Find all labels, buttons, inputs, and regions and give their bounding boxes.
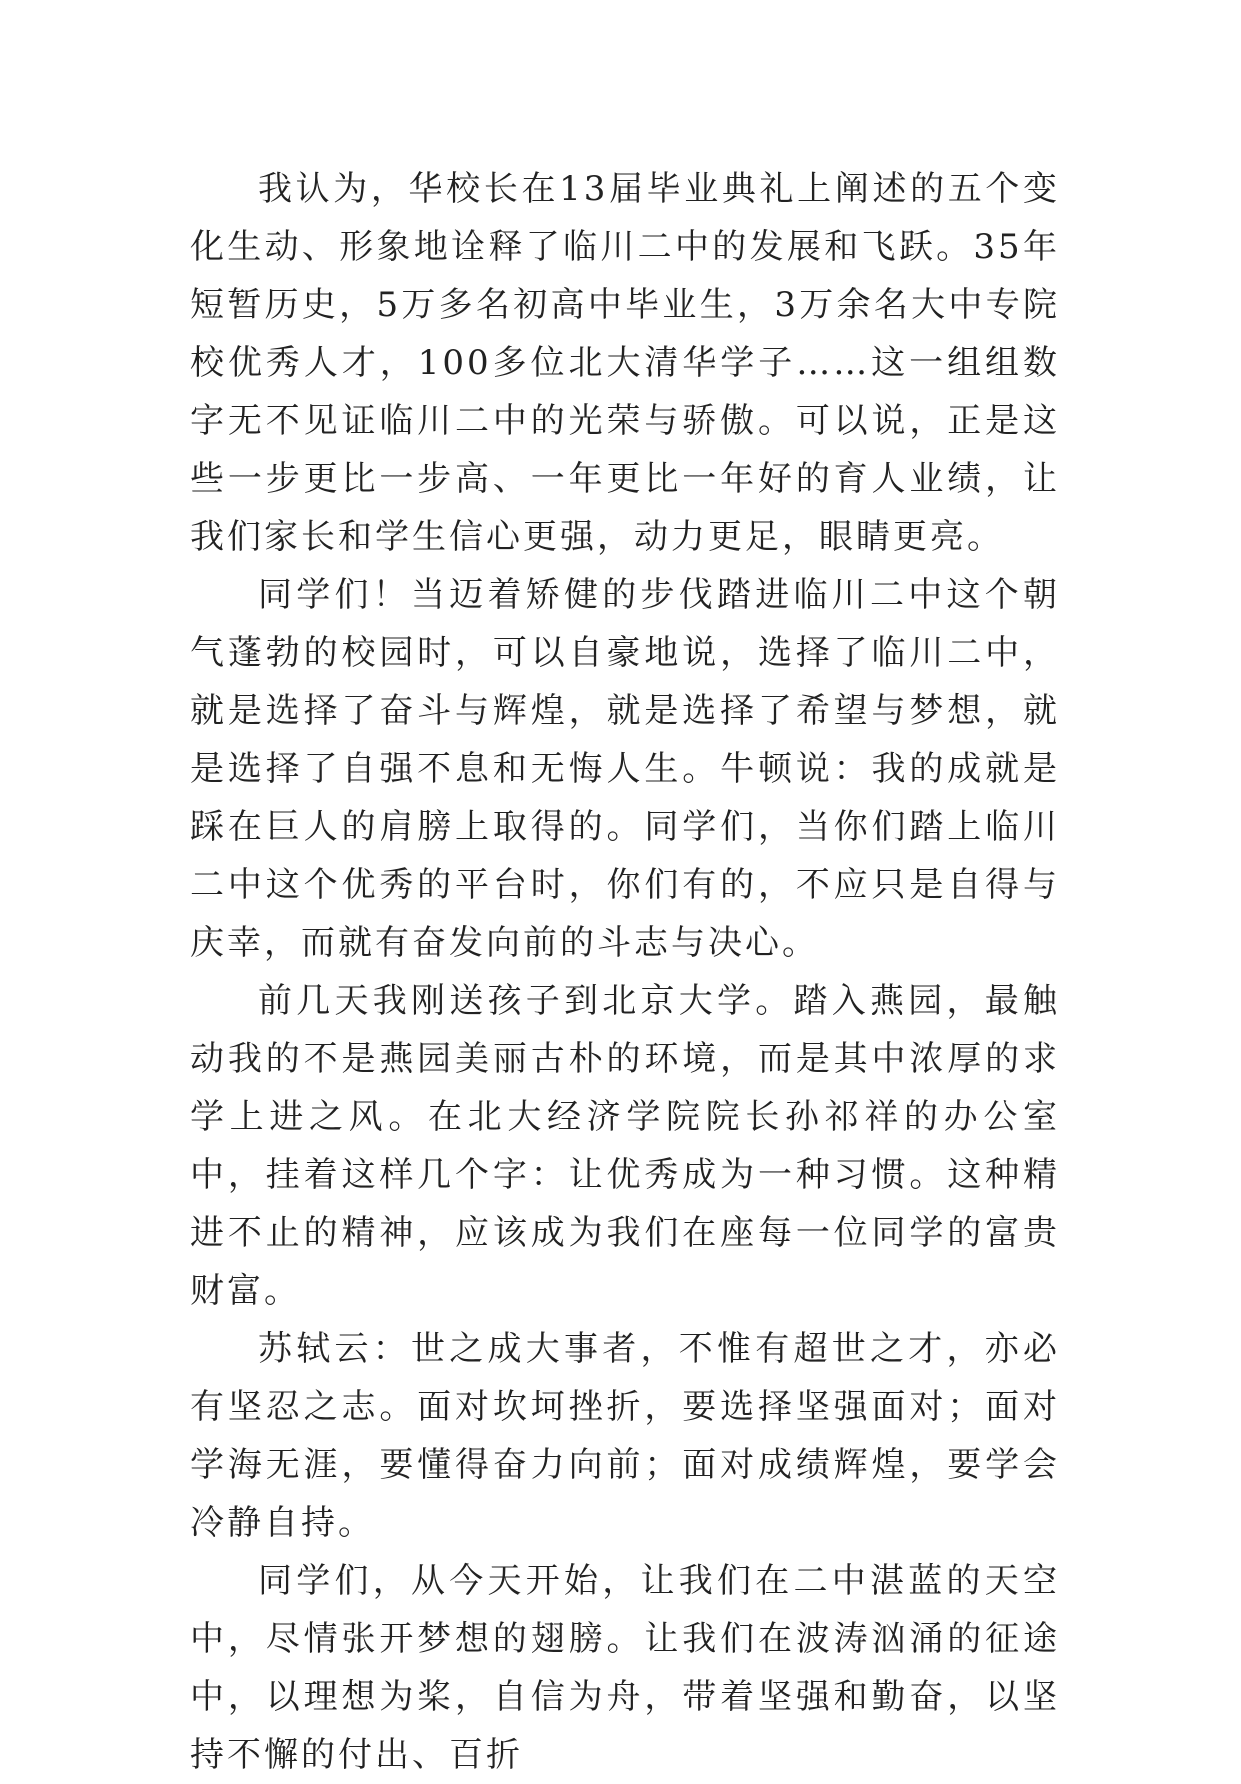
paragraph-4: 苏轼云：世之成大事者，不惟有超世之才，亦必有坚忍之志。面对坎坷挫折，要选择坚强面对；面对学海无涯，要懂得奋力向前；面对成绩辉煌，要学会冷静自持。 xyxy=(190,1329,1060,1543)
paragraph-1: 我认为，华校长在13届毕业典礼上阐述的五个变化生动、形象地诠释了临川二中的发展和飞跃。35年短暂历史，5万多名初高中毕业生，3万余名大中专院校优秀人才，100多位北大清华学子……这一组组数字无不见证临川二中的光荣与骄傲。可以说，正是这些一步更比一步高、一年更比一年好的育人业绩，让我们家长和学生信心更强，动力更足，眼睛更亮。 xyxy=(190,169,1060,557)
paragraph-5: 同学们，从今天开始，让我们在二中湛蓝的天空中，尽情张开梦想的翅膀。让我们在波涛汹涌的征途中，以理想为桨，自信为舟，带着坚强和勤奋，以坚持不懈的付出、百折 xyxy=(190,1561,1060,1775)
paragraph-2: 同学们！当迈着矫健的步伐踏进临川二中这个朝气蓬勃的校园时，可以自豪地说，选择了临川二中，就是选择了奋斗与辉煌，就是选择了希望与梦想，就是选择了自强不息和无悔人生。牛顿说：我的成就是踩在巨人的肩膀上取得的。同学们，当你们踏上临川二中这个优秀的平台时，你们有的，不应只是自得与庆幸，而就有奋发向前的斗志与决心。 xyxy=(190,575,1060,963)
paragraph-3: 前几天我刚送孩子到北京大学。踏入燕园，最触动我的不是燕园美丽古朴的环境，而是其中浓厚的求学上进之风。在北大经济学院院长孙祁祥的办公室中，挂着这样几个字：让优秀成为一种习惯。这种精进不止的精神，应该成为我们在座每一位同学的富贵财富。 xyxy=(190,981,1060,1311)
document-body xyxy=(190,160,1060,1784)
